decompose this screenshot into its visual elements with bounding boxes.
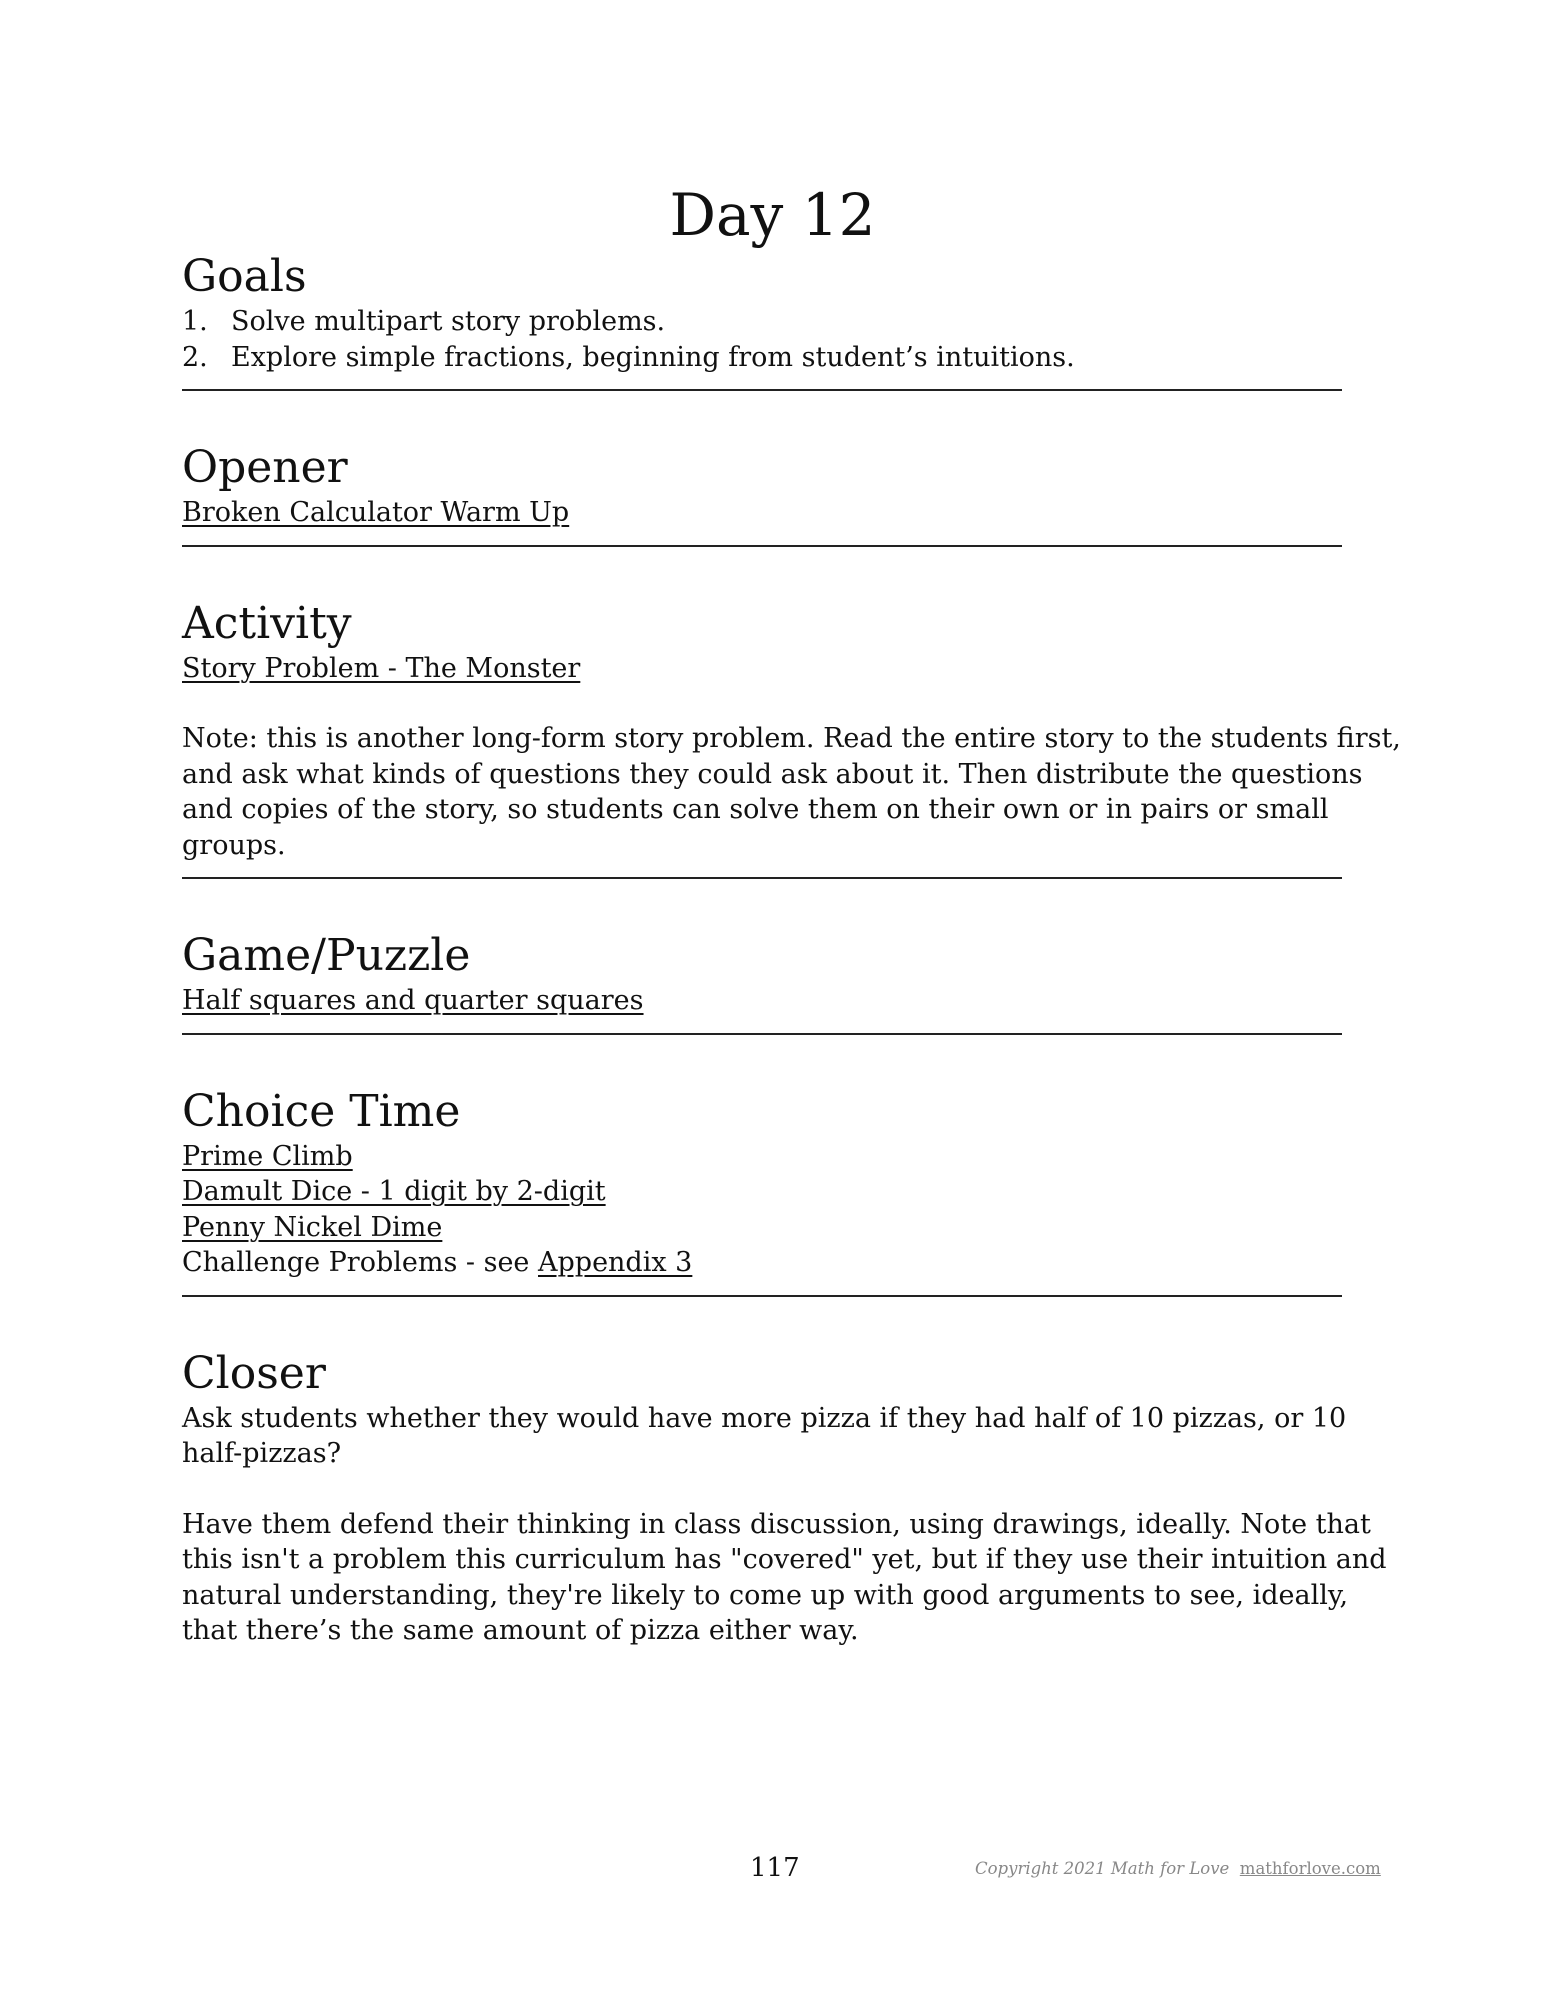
closer-line: half-pizzas? <box>182 1438 342 1469</box>
page-title: Day 12 <box>669 181 876 249</box>
challenge-prefix: Challenge Problems - see <box>182 1247 538 1278</box>
section-divider <box>182 1033 1342 1035</box>
goal-item <box>182 340 1357 376</box>
choice-time-heading: Choice Time <box>182 1085 461 1137</box>
appendix-link[interactable]: Appendix 3 <box>538 1247 693 1278</box>
section-divider <box>182 545 1342 547</box>
activity-note-line: Note: this is another long-form story problem. Read the entire story to the students first, <box>182 723 1401 754</box>
activity-heading: Activity <box>182 597 352 649</box>
closer-line: Ask students whether they would have more pizza if they had half of 10 pizzas, or 10 <box>182 1402 1347 1434</box>
goal-number: 2. <box>182 341 208 373</box>
choice-link-damult-dice[interactable]: Damult Dice - 1 digit by 2-digit <box>182 1176 606 1207</box>
opener-link[interactable]: Broken Calculator Warm Up <box>182 497 570 528</box>
goals-heading: Goals <box>182 251 307 302</box>
closer-paragraph <box>182 1401 1357 1472</box>
closer-section <box>182 1347 1387 1649</box>
choice-time-section <box>182 1085 1357 1281</box>
goal-item <box>182 304 1357 340</box>
section-divider <box>182 389 1342 391</box>
opener-section <box>182 441 1357 531</box>
goals-section <box>182 250 1357 375</box>
activity-note-line: groups. <box>182 829 286 861</box>
goal-text: Solve multipart story problems. <box>231 306 666 337</box>
challenge-problems-line <box>182 1245 1357 1281</box>
section-divider <box>182 877 1342 879</box>
closer-heading: Closer <box>182 1347 326 1399</box>
copyright-text: Copyright 2021 Math for Love <box>975 1859 1230 1878</box>
choice-link-penny-nickel-dime[interactable]: Penny Nickel Dime <box>182 1211 443 1243</box>
activity-link[interactable]: Story Problem - The Monster <box>182 652 581 684</box>
goal-text: Explore simple fractions, beginning from student’s intuitions. <box>231 341 1075 373</box>
goal-number: 1. <box>182 306 208 337</box>
activity-section <box>182 597 1401 864</box>
page-number: 117 <box>750 1853 800 1883</box>
opener-heading: Opener <box>182 442 348 493</box>
activity-note-line: and ask what kinds of questions they could ask about it. Then distribute the questions <box>182 758 1363 790</box>
activity-note <box>182 721 1401 863</box>
game-puzzle-link[interactable]: Half squares and quarter squares <box>182 985 644 1016</box>
closer-line: Have them defend their thinking in class discussion, using drawings, ideally. Note that <box>182 1508 1371 1540</box>
closer-line: that there’s the same amount of pizza either way. <box>182 1615 859 1646</box>
choice-link-prime-climb[interactable]: Prime Climb <box>182 1140 353 1172</box>
game-puzzle-section <box>182 929 1357 1019</box>
closer-line: natural understanding, they're likely to come up with good arguments to see, ideally, <box>182 1579 1349 1611</box>
footer-copyright <box>975 1858 1381 1880</box>
closer-line: this isn't a problem this curriculum has "covered" yet, but if they use their intuition and <box>182 1544 1387 1575</box>
closer-paragraph <box>182 1507 1387 1649</box>
section-divider <box>182 1295 1342 1297</box>
game-puzzle-heading: Game/Puzzle <box>182 930 471 981</box>
page-content <box>182 250 1401 1649</box>
activity-note-line: and copies of the story, so students can solve them on their own or in pairs or small <box>182 794 1329 825</box>
site-link[interactable]: mathforlove.com <box>1239 1859 1381 1878</box>
